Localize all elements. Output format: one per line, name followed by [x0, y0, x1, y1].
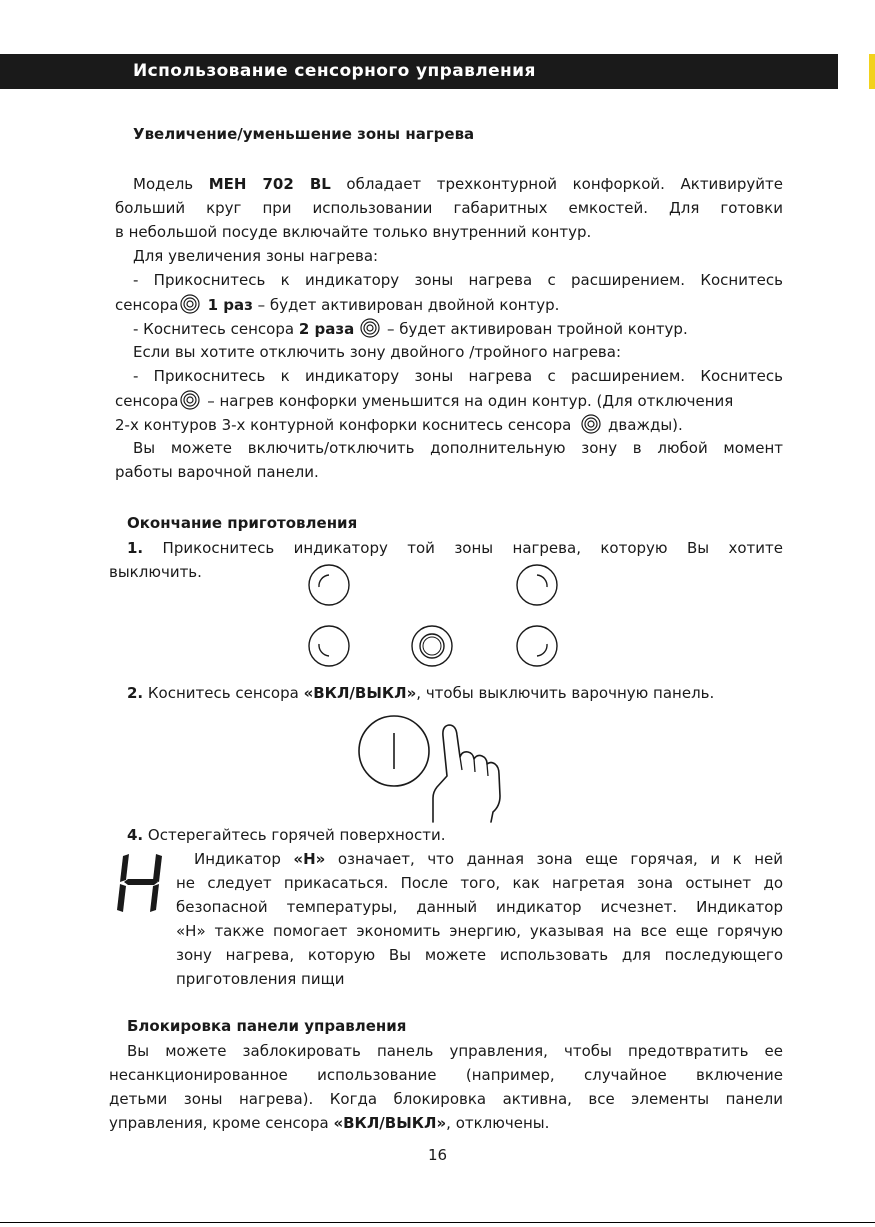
finish-step1-line1 [127, 538, 783, 558]
step-number: 4. [127, 826, 144, 844]
hot-indicator-line1 [176, 849, 783, 869]
finish-heading: Окончание приготовления [127, 514, 358, 532]
bold-text: «H» [293, 850, 326, 868]
zone-indicator-front-left-icon [307, 563, 351, 607]
bold-text: «ВКЛ/ВЫКЛ» [333, 1114, 447, 1132]
lock-line1: Вы можете заблокировать панель управления, чтобы предотвратить ее [127, 1042, 783, 1060]
zone-intro-line-1 [133, 174, 783, 194]
finger-pointer-icon [433, 725, 500, 822]
increase-step1-line2 [115, 294, 559, 315]
intro-rest: обладает трехконтурной конфоркой. Активируйте [330, 175, 784, 193]
lock-line3: детьми зоны нагрева). Когда блокировка активна, все элементы панели [109, 1090, 783, 1108]
lock-heading: Блокировка панели управления [127, 1017, 407, 1035]
text: , чтобы выключить варочную панель. [416, 684, 715, 702]
finish-step4 [127, 825, 445, 845]
anytime-line2: работы варочной панели. [115, 463, 319, 481]
text: Прикоснитесь индикатору той зоны нагрева, которую Вы хотите [143, 539, 783, 557]
disable-step-line2 [115, 390, 733, 411]
intro-prefix: Модель [133, 175, 209, 193]
text: Индикатор [194, 850, 294, 868]
text: дважды). [603, 416, 683, 434]
disable-step-line3 [115, 414, 683, 435]
step-number: 1. [127, 539, 144, 557]
lock-line2: несанкционированное использование (например, случайное включение [109, 1066, 783, 1084]
power-button-touch-illustration [355, 712, 515, 824]
increase-step1-line1: - Прикоснитесь к индикатору зоны нагрева с расширением. Коснитесь [133, 271, 783, 289]
increase-step2 [133, 318, 688, 339]
zone-indicator-center-icon [410, 624, 454, 668]
section-header-title: Использование сенсорного управления [133, 61, 536, 81]
increase-title: Для увеличения зоны нагрева: [133, 247, 379, 265]
zone-indicator-rear-left-icon [307, 624, 351, 668]
step-number: 2. [127, 684, 144, 702]
text: означает, что данная зона еще горячая, и к ней [325, 850, 783, 868]
lock-line4 [109, 1113, 549, 1133]
text: сенсора [115, 296, 179, 314]
text: – будет активирован тройной контур. [382, 320, 688, 338]
hot-indicator-h-icon [114, 852, 166, 914]
text: – будет активирован двойной контур. [252, 296, 560, 314]
hot-indicator-line5: зону нагрева, которую Вы можете использовать для последующего [176, 946, 783, 964]
text: , отключены. [446, 1114, 550, 1132]
bold-text: 1 раз [202, 296, 253, 314]
side-tab-marker [869, 54, 875, 89]
finish-step1-line2: выключить. [109, 563, 202, 581]
hot-indicator-line6: приготовления пищи [176, 970, 345, 988]
zone-intro-line-3: в небольшой посуде включайте только внутренний контур. [115, 223, 592, 241]
finish-step2 [127, 683, 714, 703]
bold-text: «ВКЛ/ВЫКЛ» [303, 684, 417, 702]
dual-zone-sensor-icon [360, 318, 380, 338]
zone-intro-line-2: больший круг при использовании габаритных емкостей. Для готовки [115, 199, 783, 217]
disable-step-line1: - Прикоснитесь к индикатору зоны нагрева с расширением. Коснитесь [133, 367, 783, 385]
page-bottom-rule [0, 1222, 875, 1223]
bold-text: 2 раза [298, 320, 355, 338]
text: Коснитесь сенсора [143, 684, 304, 702]
text: – нагрев конфорки уменьшится на один контур. (Для отключения [202, 392, 734, 410]
text: - Коснитесь сенсора [133, 320, 299, 338]
page-number: 16 [427, 1146, 448, 1164]
zone-heading: Увеличение/уменьшение зоны нагрева [133, 125, 475, 143]
hot-indicator-line2: не следует прикасаться. После того, как нагретая зона остынет до [176, 874, 783, 892]
dual-zone-sensor-icon [581, 414, 601, 434]
text: сенсора [115, 392, 179, 410]
zone-indicator-rear-right-icon [515, 624, 559, 668]
disable-title: Если вы хотите отключить зону двойного /тройного нагрева: [133, 343, 622, 361]
hot-indicator-line4: «H» также помогает экономить энергию, указывая на все еще горячую [176, 922, 783, 940]
text: 2-х контуров 3-х контурной конфорки коснитесь сенсора [115, 416, 572, 434]
section-header-bar [0, 54, 838, 89]
dual-zone-sensor-icon [180, 294, 200, 314]
dual-zone-sensor-icon [180, 390, 200, 410]
text: Остерегайтесь горячей поверхности. [143, 826, 446, 844]
model-name: MEH 702 BL [208, 175, 331, 193]
zone-indicator-front-right-icon [515, 563, 559, 607]
text: управления, кроме сенсора [109, 1114, 334, 1132]
anytime-line1: Вы можете включить/отключить дополнительную зону в любой момент [133, 439, 783, 457]
hot-indicator-line3: безопасной температуры, данный индикатор исчезнет. Индикатор [176, 898, 783, 916]
